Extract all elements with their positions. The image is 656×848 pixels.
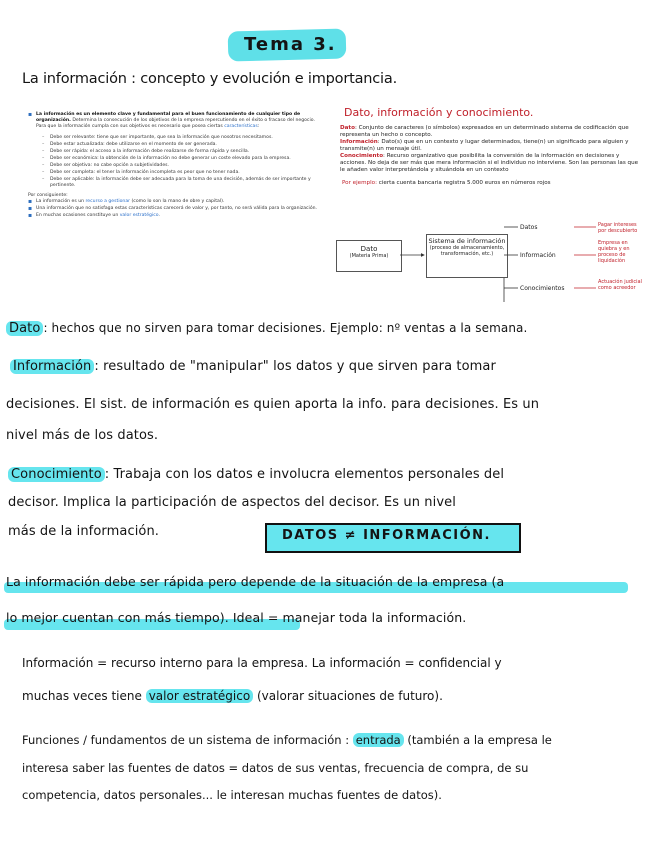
- output-datos: Datos: [520, 224, 538, 231]
- term-informacion: Información: [10, 359, 94, 374]
- diagram-box-dato: Dato (Materia Prima): [336, 240, 402, 272]
- note-conocimiento-2: decisor. Implica la participación de aspectos del decisor. Es un nivel: [8, 495, 456, 510]
- characteristic-item: – Debe ser completa: el tener la información incompleta es peor que no tener nada.: [42, 170, 240, 175]
- note-recurso-2: muchas veces tiene valor estratégico (valorar situaciones de futuro).: [22, 689, 443, 703]
- highlight-valor-estrategico: valor estratégico: [146, 689, 253, 703]
- conclusion-item: ▪ En muchas ocasiones constituye un valor estratégico.: [28, 212, 160, 219]
- note-informacion-2: decisiones. El sist. de información es quien aporta la info. para decisiones. Es un: [6, 397, 540, 412]
- datos-informacion-text: DATOS ≠ INFORMACIÓN.: [282, 528, 491, 543]
- note-recurso-1: Información = recurso interno para la empresa. La información = confidencial y: [22, 656, 502, 670]
- note-rapida-2: lo mejor cuentan con más tiempo). Ideal = manejar toda la información.: [6, 610, 467, 625]
- intro-item: ▪ La información es un elemento clave y fundamental para el buen funcionamiento de cualquier tipo de organización. Determina la consecución de los objetivos de la empresa repercutiendo en el éxito o fracaso del negocio. Para que la información cumpla con sus objetivos es necesario que posea ciertas características:: [28, 111, 315, 129]
- characteristic-item: – Debe ser económica: la obtención de la información no debe generar un coste elevado para la empresa.: [42, 156, 291, 161]
- characteristic-item: – Debe ser relevante: tiene que ser importante, que sea la información que nosotros necesitamos.: [42, 135, 273, 140]
- conclusion-item: ▪ La información es un recurso a gestionar (como lo son la mano de obre y capital).: [28, 198, 225, 205]
- definition-conocimiento: Conocimiento: Recurso organizativo que posibilita la conversión de la información en decisiones y acciones. No deja de ser más que mera información si el individuo no interviene. Son las personas las que le añaden valor interpretándola y situándola en un contexto: [340, 153, 639, 173]
- slide-left: [28, 112, 318, 292]
- note-conocimiento-3: más de la información.: [8, 524, 160, 539]
- conclusion-heading: Por consiguiente:: [28, 193, 68, 198]
- example-text: Por ejemplo: cierta cuenta bancaria registra 5.000 euros en números rojos: [342, 180, 551, 186]
- characteristic-item: – Debe estar actualizada: debe utilizarse en el momento de ser generada.: [42, 142, 217, 147]
- output-informacion: Información: [520, 252, 556, 259]
- characteristic-item: – Debe ser objetiva: no cabe opción a subjetividades.: [42, 163, 170, 168]
- note-dato: Dato : hechos que no sirven para tomar decisiones. Ejemplo: nº ventas a la semana.: [6, 321, 527, 336]
- term-dato: Dato: [6, 321, 43, 336]
- slide-right-title: Dato, información y conocimiento.: [344, 106, 534, 119]
- conclusion-item: ▪ Una información que no satisfaga estas características carecerá de valor y, por tanto, no será válida para la organización.: [28, 205, 318, 212]
- outcome-conocimientos: Actuación judicial como acreedor: [598, 279, 642, 291]
- note-informacion-3: nivel más de los datos.: [6, 428, 159, 443]
- outcome-datos: Pagar intereses por descubierto: [598, 222, 638, 234]
- outcome-informacion: Empresa en quiebra y en proceso de liquidación: [598, 240, 630, 264]
- note-funciones-3: competencia, datos personales... le interesan muchas fuentes de datos).: [22, 788, 442, 802]
- note-informacion-1: Información : resultado de "manipular" los datos y que sirven para tomar: [10, 359, 496, 374]
- bullet-icon: ▪: [28, 111, 33, 118]
- output-conocimientos: Conocimientos: [520, 285, 565, 292]
- term-conocimiento: Conocimiento: [8, 467, 105, 482]
- note-conocimiento-1: Conocimiento : Trabaja con los datos e involucra elementos personales del: [8, 467, 504, 482]
- characteristic-item: – Debe ser rápida: el acceso a la información debe realizarse de forma rápida y sencilla.: [42, 149, 250, 154]
- definition-dato: Dato: Conjunto de caracteres (o símbolos) expresados en un determinado sistema de codificación que representa un hecho o concepto.: [340, 125, 629, 138]
- definition-informacion: Información: Dato(s) que en un contexto y lugar determinados, tiene(n) un significado para alguien y transmite(n) un mensaje útil.: [340, 139, 629, 152]
- note-funciones-1: Funciones / fundamentos de un sistema de información : entrada (también a la empresa le: [22, 733, 552, 747]
- page-subtitle: La información : concepto y evolución e importancia.: [22, 71, 397, 87]
- diagram-box-sistema: Sistema de información (proceso de almacenamiento, transformación, etc.): [426, 234, 508, 278]
- slide-right: [330, 106, 648, 306]
- note-funciones-2: interesa saber las fuentes de datos = datos de sus ventas, frecuencia de compra, de su: [22, 761, 529, 775]
- note-rapida-1: La información debe ser rápida pero depende de la situación de la empresa (a: [6, 574, 505, 589]
- highlight-entrada: entrada: [353, 733, 404, 747]
- page-title: Tema 3.: [244, 34, 337, 55]
- characteristic-item: – Debe ser aplicable: la información debe ser adecuada para la toma de una decisión, además de ser importante y pertinente.: [42, 177, 311, 188]
